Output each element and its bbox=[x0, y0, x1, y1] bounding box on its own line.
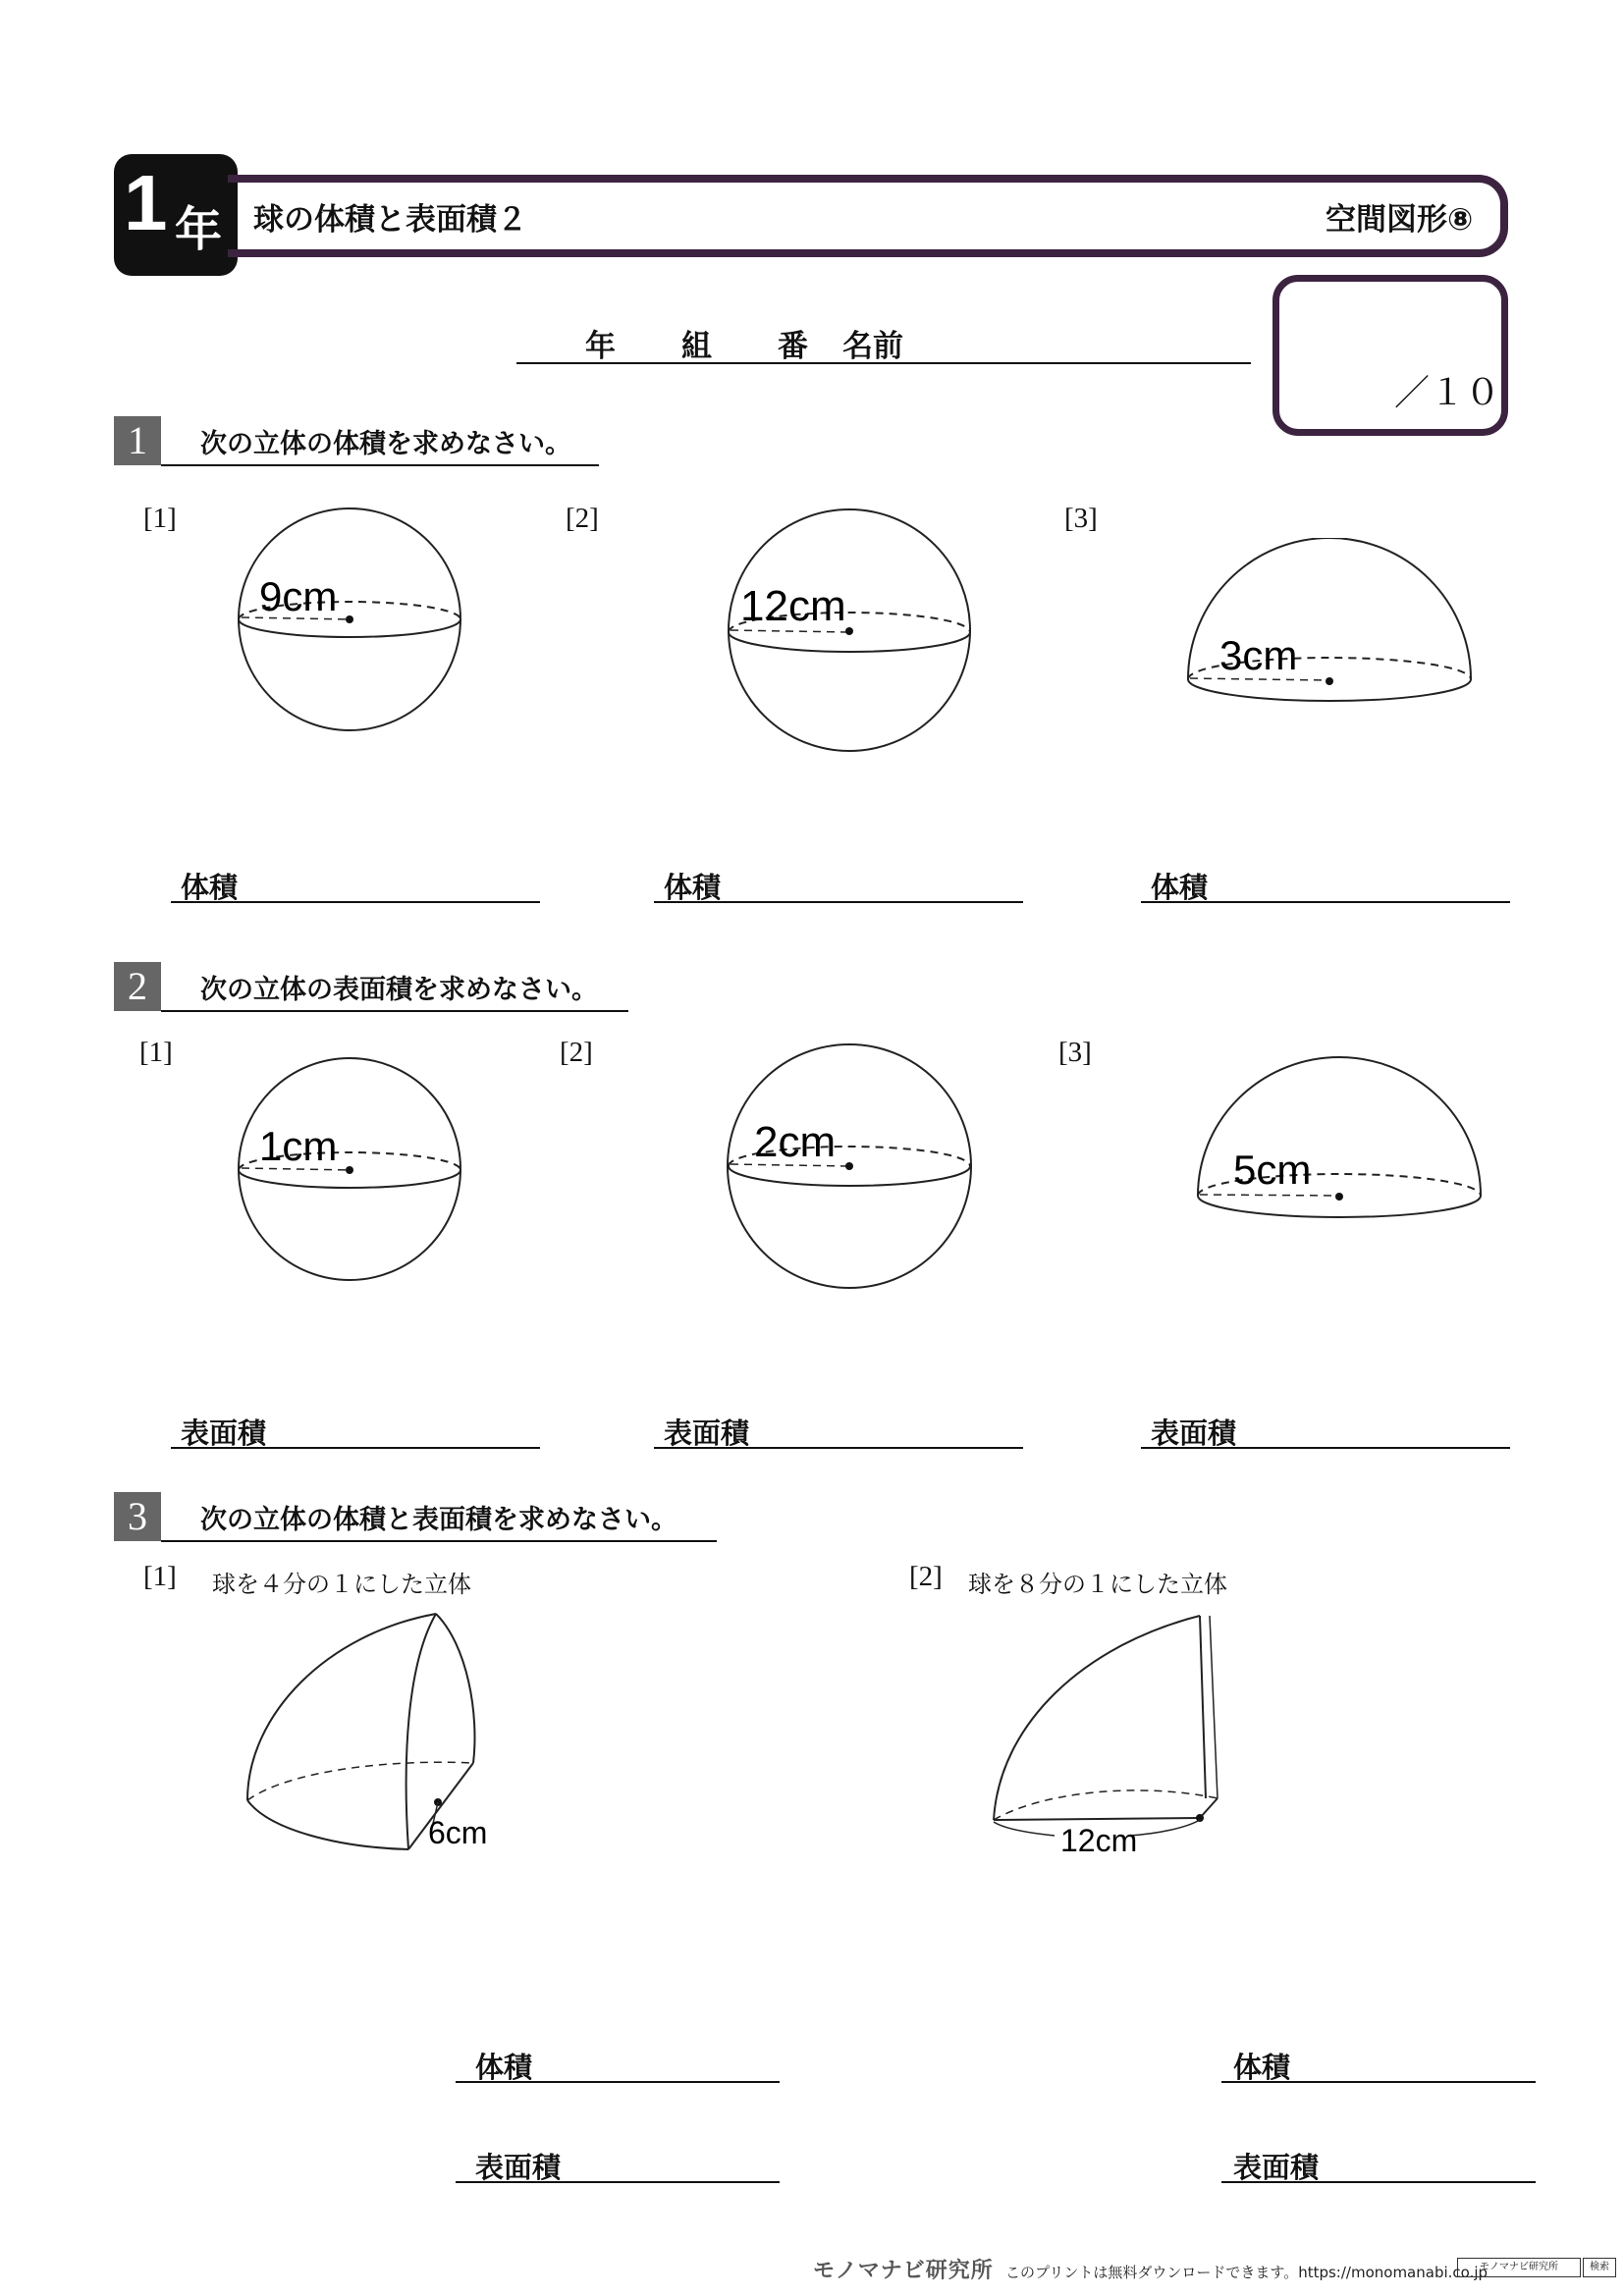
score-total: ／１０ bbox=[1394, 373, 1501, 413]
name-field-name: 名前 bbox=[842, 329, 903, 364]
s3-p1-radius-label: 6cm bbox=[428, 1815, 488, 1850]
s3-p2-radius-label: 12cm bbox=[1060, 1823, 1138, 1858]
grade-badge bbox=[114, 154, 238, 276]
section-2-instruction: 次の立体の表面積を求めなさい。 bbox=[200, 975, 598, 1005]
s3-problem-1-caption: 球を４分の１にした立体 bbox=[212, 1571, 471, 1598]
footer-download-text: このプリントは無料ダウンロードできます。https://monomanabi.co.jp bbox=[1005, 2264, 1489, 2281]
section-1-number: 1 bbox=[114, 416, 161, 465]
s1-p3-radius-label: 3cm bbox=[1219, 632, 1298, 678]
s2-problem-1-label: [1] bbox=[139, 1037, 173, 1068]
s3-p2-surface-label: 表面積 bbox=[1233, 2151, 1320, 2184]
s1-p3-answer-label: 体積 bbox=[1151, 871, 1209, 904]
section-3-number: 3 bbox=[114, 1492, 161, 1541]
s1-p1-answer-label: 体積 bbox=[181, 871, 239, 904]
s1-problem-2-label: [2] bbox=[566, 503, 599, 534]
s2-problem-2-label: [2] bbox=[560, 1037, 593, 1068]
s1-sphere-1-figure bbox=[234, 507, 465, 736]
grade-unit: 年 bbox=[175, 202, 223, 257]
name-field-year: 年 bbox=[585, 329, 616, 364]
s3-quarter-sphere-figure bbox=[240, 1606, 495, 1861]
s2-sphere-1-figure bbox=[234, 1054, 465, 1286]
s3-p1-surface-label: 表面積 bbox=[475, 2151, 562, 2184]
s2-problem-3-label: [3] bbox=[1058, 1037, 1092, 1068]
s1-p2-radius-label: 12cm bbox=[740, 582, 846, 630]
footer-search-button: 検索 bbox=[1583, 2258, 1616, 2277]
s2-sphere-2-figure bbox=[725, 1041, 974, 1292]
s3-p1-volume-label: 体積 bbox=[475, 2051, 533, 2084]
worksheet-title: 球の体積と表面積２ bbox=[253, 202, 527, 238]
s2-p1-radius-label: 1cm bbox=[259, 1123, 338, 1169]
grade-number: 1 bbox=[124, 159, 168, 246]
s3-problem-1-label: [1] bbox=[143, 1561, 177, 1592]
s3-problem-2-caption: 球を８分の１にした立体 bbox=[968, 1571, 1227, 1598]
name-field-class: 組 bbox=[681, 329, 712, 364]
s1-problem-1-label: [1] bbox=[143, 503, 177, 534]
s3-problem-2-label: [2] bbox=[909, 1561, 943, 1592]
s1-p2-answer-label: 体積 bbox=[664, 871, 722, 904]
name-field-number: 番 bbox=[778, 329, 808, 364]
s1-p1-radius-label: 9cm bbox=[259, 573, 338, 619]
s2-hemisphere-figure bbox=[1190, 1056, 1490, 1229]
s2-p1-answer-label: 表面積 bbox=[181, 1416, 267, 1450]
footer-logo: モノマナビ研究所 bbox=[813, 2259, 994, 2283]
s3-eighth-sphere-figure bbox=[986, 1606, 1241, 1865]
s1-sphere-2-figure bbox=[725, 507, 974, 754]
s2-p3-answer-label: 表面積 bbox=[1151, 1416, 1237, 1450]
s2-p2-answer-label: 表面積 bbox=[664, 1416, 750, 1450]
unit-label: 空間図形⑧ bbox=[1326, 202, 1474, 238]
section-1-instruction: 次の立体の体積を求めなさい。 bbox=[200, 429, 571, 459]
section-2-number: 2 bbox=[114, 962, 161, 1011]
footer-search-box: モノマナビ研究所 bbox=[1457, 2258, 1581, 2277]
s1-hemisphere-figure bbox=[1180, 538, 1481, 711]
section-3-instruction: 次の立体の体積と表面積を求めなさい。 bbox=[200, 1505, 677, 1535]
s2-p2-radius-label: 2cm bbox=[754, 1118, 837, 1166]
s3-p2-volume-label: 体積 bbox=[1233, 2051, 1291, 2084]
s2-p3-radius-label: 5cm bbox=[1233, 1147, 1312, 1193]
s1-problem-3-label: [3] bbox=[1064, 503, 1098, 534]
